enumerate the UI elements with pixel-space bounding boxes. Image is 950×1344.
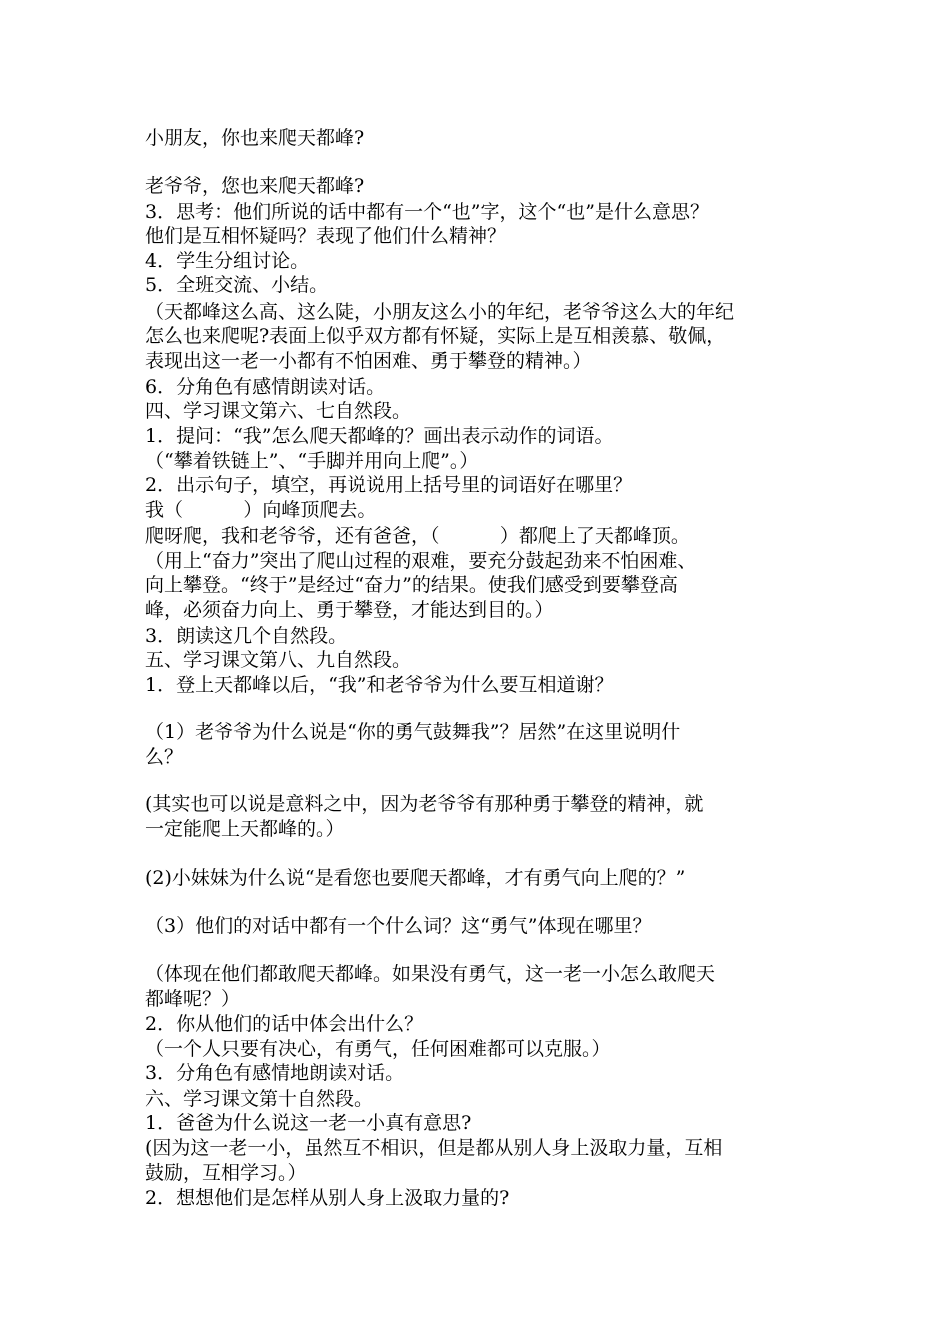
text-line: （天都峰这么高、这么陡，小朋友这么小的年纪，老爷爷这么大的年纪 — [145, 301, 735, 323]
text-line: 表现出这一老一小都有不怕困难、勇于攀登的精神。） — [145, 350, 592, 372]
section-heading: 五、学习课文第八、九自然段。 — [145, 649, 412, 671]
text-line: 么？ — [145, 746, 184, 768]
text-line: （“攀着铁链上”、“手脚并用向上爬”。） — [145, 450, 479, 472]
text-line: 都峰呢？） — [145, 988, 241, 1010]
text-line: (2)小妹妹为什么说“是看您也要爬天都峰，才有勇气向上爬的？” — [145, 867, 686, 889]
text-line: 2．出示句子，填空，再说说用上括号里的词语好在哪里？ — [145, 474, 633, 496]
fill-in-blank-line: 我（ ）向峰顶爬去。 — [145, 499, 377, 521]
text-line: 5．全班交流、小结。 — [145, 274, 329, 296]
text-line: 他们是互相怀疑吗？表现了他们什么精神？ — [145, 225, 507, 247]
section-heading: 四、学习课文第六、七自然段。 — [145, 400, 412, 422]
text-line: 6．分角色有感情朗读对话。 — [145, 376, 386, 398]
text-line: 老爷爷，您也来爬天都峰? — [145, 175, 365, 197]
text-line: 1．登上天都峰以后，“我”和老爷爷为什么要互相道谢？ — [145, 674, 614, 696]
text-line: (因为这一老一小，虽然互不相识，但是都从别人身上汲取力量，互相 — [145, 1137, 723, 1159]
text-line: 小朋友，你也来爬天都峰? — [145, 127, 365, 149]
text-line: 怎么也来爬呢?表面上似乎双方都有怀疑，实际上是互相羡慕、敬佩， — [145, 325, 726, 347]
text-line: 2．你从他们的话中体会出什么？ — [145, 1013, 424, 1035]
text-line: （用上“奋力”突出了爬山过程的艰难，要充分鼓起劲来不怕困难、 — [145, 550, 697, 572]
text-line: （一个人只要有决心，有勇气，任何困难都可以克服。） — [145, 1038, 611, 1060]
text-line: （1）老爷爷为什么说是“你的勇气鼓舞我”？居然”在这里说明什 — [145, 721, 681, 743]
text-line: （体现在他们都敢爬天都峰。如果没有勇气，这一老一小怎么敢爬天 — [145, 963, 716, 985]
text-line: 3．朗读这几个自然段。 — [145, 625, 348, 647]
text-line: 1．提问：“我”怎么爬天都峰的？画出表示动作的词语。 — [145, 425, 614, 447]
text-line: 一定能爬上天都峰的。） — [145, 818, 345, 840]
text-line: 向上攀登。“终于”是经过“奋力”的结果。使我们感受到要攀登高 — [145, 574, 678, 596]
text-line: 峰，必须奋力向上、勇于攀登，才能达到目的。） — [145, 599, 554, 621]
text-line: 2．想想他们是怎样从别人身上汲取力量的? — [145, 1187, 510, 1209]
text-line: 3．思考：他们所说的话中都有一个“也”字，这个“也”是什么意思？ — [145, 201, 709, 223]
text-line: 鼓励，互相学习。） — [145, 1162, 307, 1184]
text-line: 4．学生分组讨论。 — [145, 250, 310, 272]
text-line: 3．分角色有感情地朗读对话。 — [145, 1062, 405, 1084]
text-line: 1．爸爸为什么说这一老一小真有意思? — [145, 1112, 472, 1134]
text-line: (其实也可以说是意料之中，因为老爷爷有那种勇于攀登的精神，就 — [145, 793, 704, 815]
text-line: （3）他们的对话中都有一个什么词？这“勇气”体现在哪里？ — [145, 915, 652, 937]
section-heading: 六、学习课文第十自然段。 — [145, 1088, 374, 1110]
fill-in-blank-line: 爬呀爬，我和老爷爷，还有爸爸，（ ）都爬上了天都峰顶。 — [145, 525, 690, 547]
